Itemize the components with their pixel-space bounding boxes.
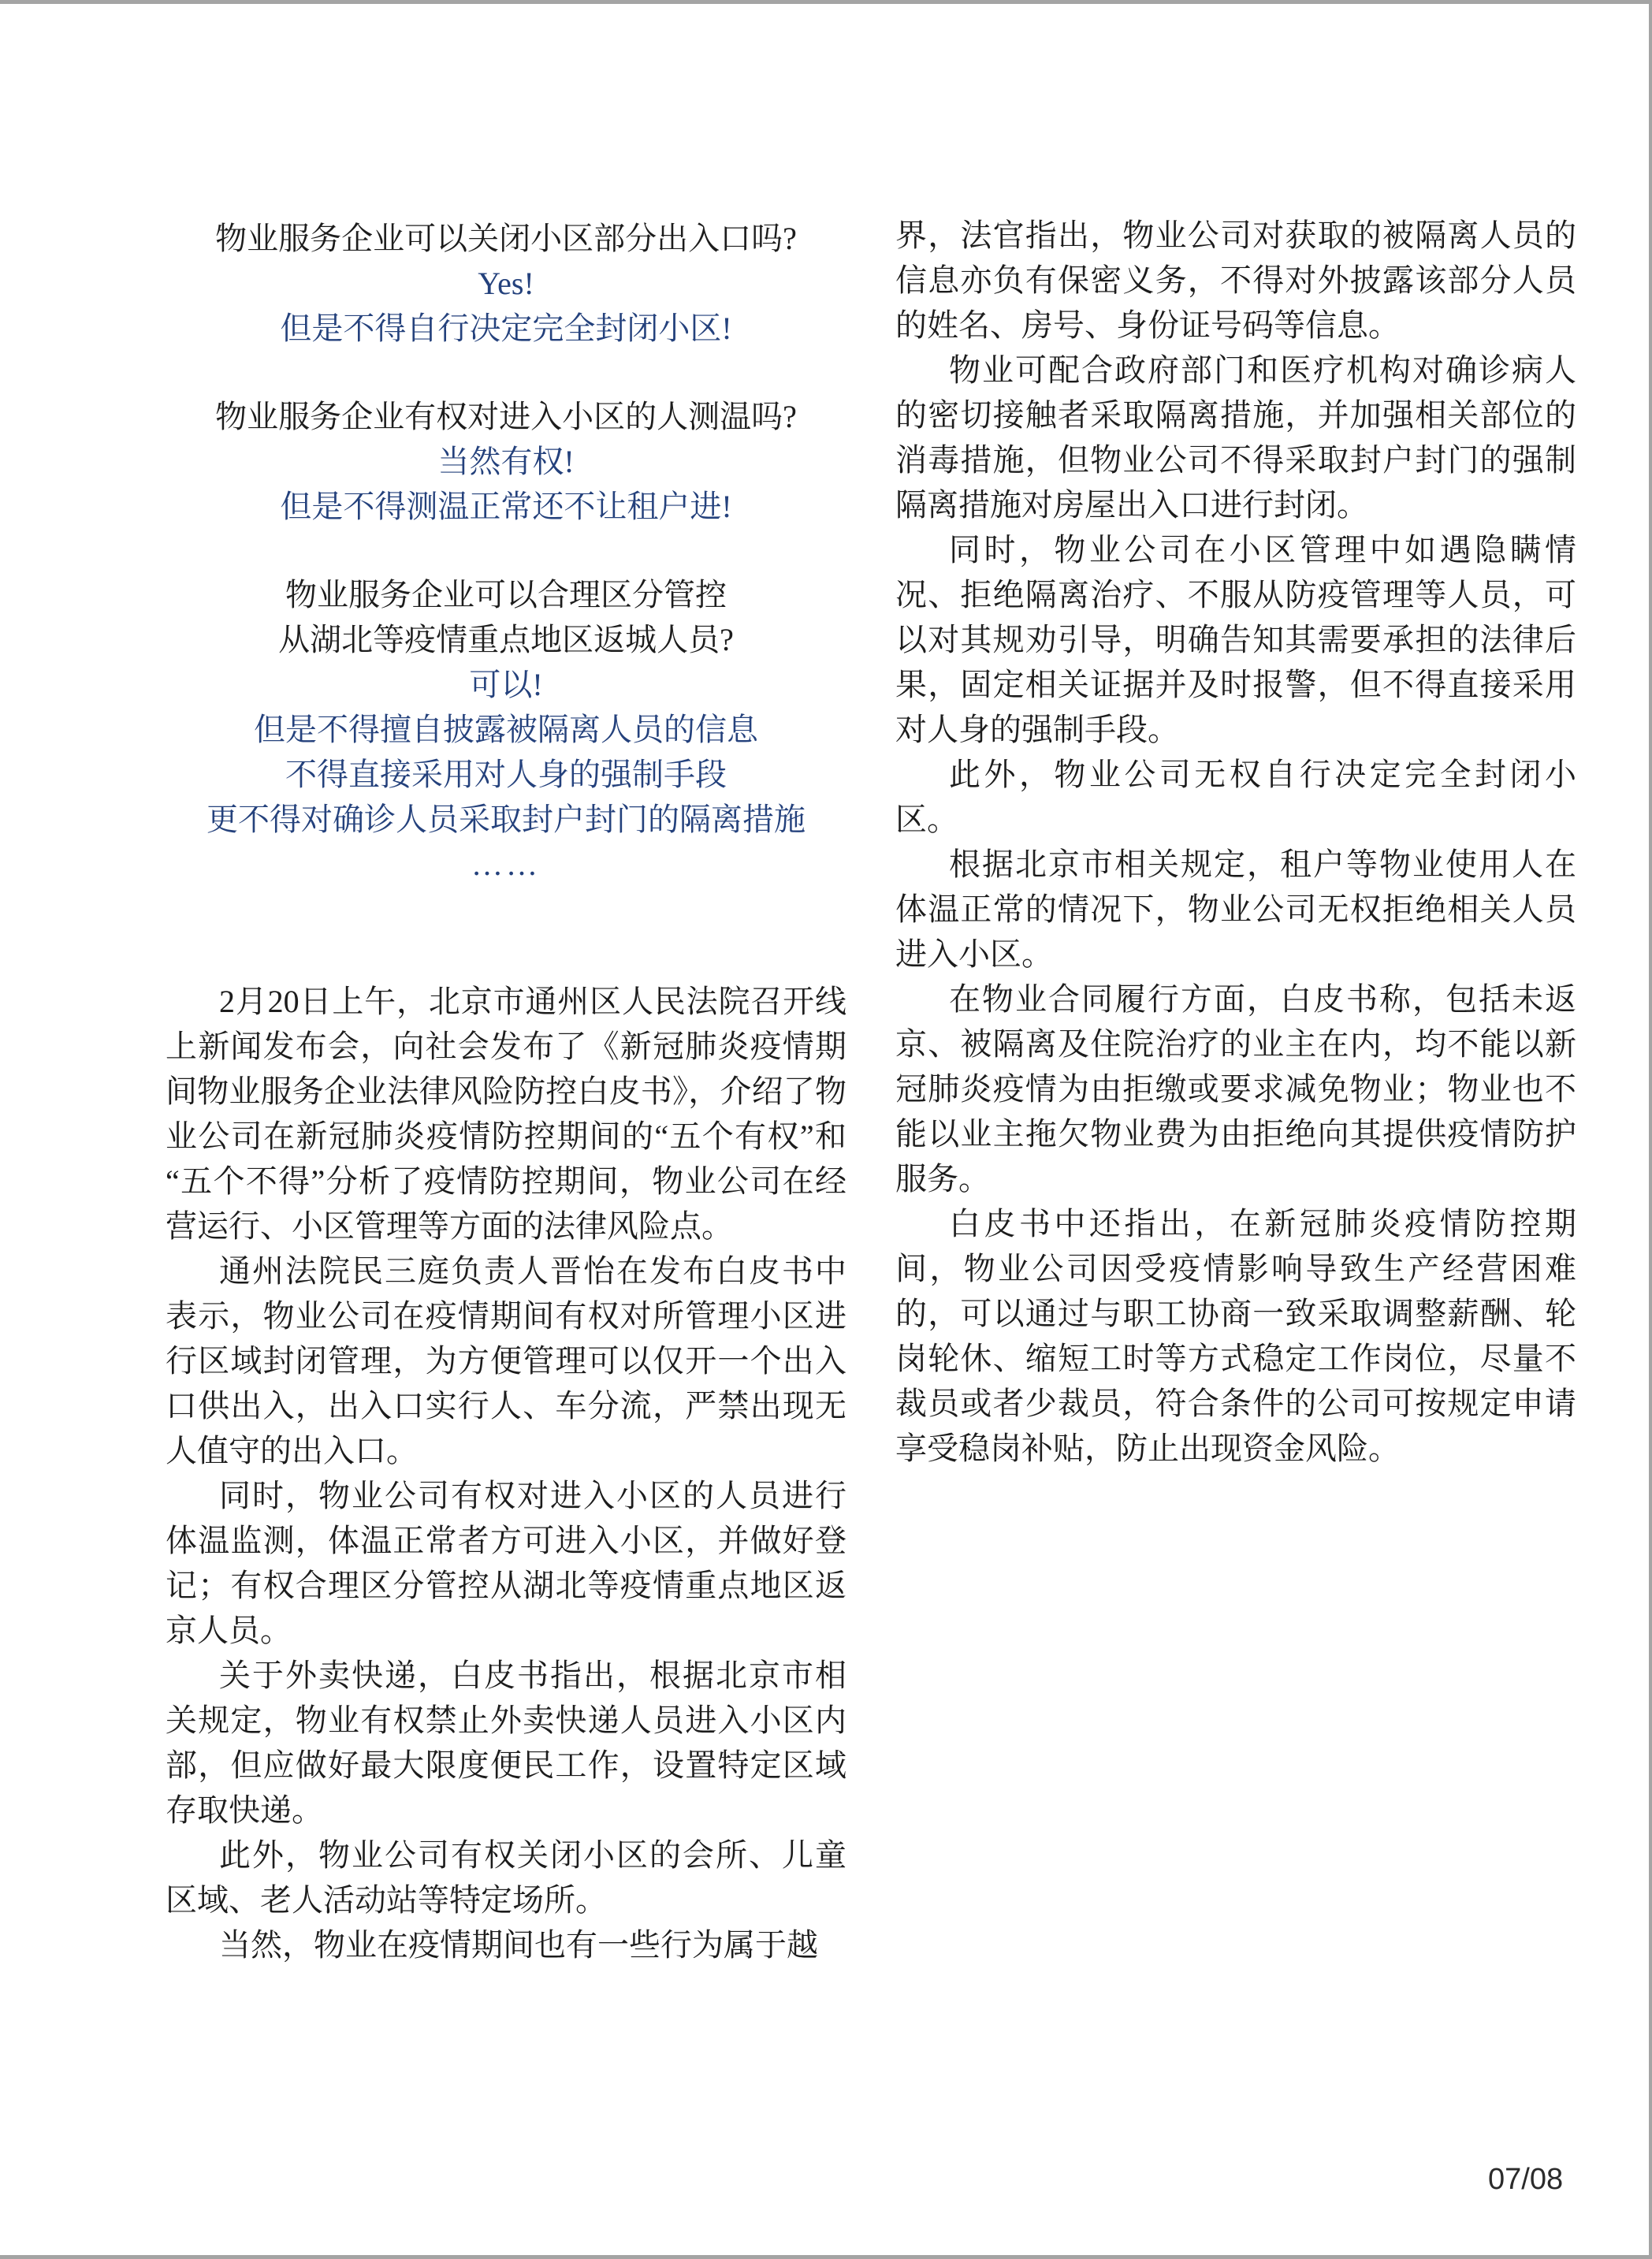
qa-question-line: 从湖北等疫情重点地区返城人员? — [278, 622, 734, 657]
qa-answer-line: 但是不得自行决定完全封闭小区! — [280, 311, 732, 346]
page-edge-right — [1649, 0, 1652, 2259]
qa-ellipsis: …… — [471, 847, 541, 882]
body-paragraph: 同时，物业公司有权对进入小区的人员进行体温监测，体温正常者方可进入小区，并做好登记；有权合理区分管控从湖北等疫情重点地区返京人员。 — [166, 1478, 846, 1648]
qa-question-line: 物业服务企业可以关闭小区部分出入口吗? — [215, 221, 797, 256]
qa-block — [166, 216, 846, 351]
left-column — [166, 979, 846, 1967]
body-paragraph: 此外，物业公司无权自行决定完全封闭小区。 — [895, 757, 1576, 837]
page-number: 07/08 — [1488, 2163, 1564, 2196]
qa-question-line: 物业服务企业可以合理区分管控 — [285, 577, 727, 612]
body-paragraph: 同时，物业公司在小区管理中如遇隐瞒情况、拒绝隔离治疗、不服从防疫管理等人员，可以对其规劝引导，明确告知其需要承担的法律后果，固定相关证据并及时报警，但不得直接采用对人身的强制手段。 — [895, 532, 1576, 747]
body-paragraph: 2月20日上午，北京市通州区人民法院召开线上新闻发布会，向社会发布了《新冠肺炎疫情期间物业服务企业法律风险防控白皮书》，介绍了物业公司在新冠肺炎疫情防控期间的“五个有权”和“五个不得”分析了疫情防控期间，物业公司在经营运行、小区管理等方面的法律风险点。 — [166, 984, 846, 1244]
body-paragraph: 物业可配合政府部门和医疗机构对确诊病人的密切接触者采取隔离措施，并加强相关部位的消毒措施，但物业公司不得采取封户封门的强制隔离措施对房屋出入口进行封闭。 — [895, 352, 1576, 523]
page-edge-bottom — [0, 2255, 1652, 2259]
qa-answer-line: 当然有权! — [437, 444, 575, 479]
qa-block — [166, 394, 846, 529]
qa-answer-line: 不得直接采用对人身的强制手段 — [285, 757, 727, 792]
body-paragraph: 白皮书中还指出，在新冠肺炎疫情防控期间，物业公司因受疫情影响导致生产经营困难的，可以通过与职工协商一致采取调整薪酬、轮岗轮休、缩短工时等方式稳定工作岗位，尽量不裁员或者少裁员，符合条件的公司可按规定申请享受稳岗补贴，防止出现资金风险。 — [895, 1206, 1576, 1466]
body-paragraph: 关于外卖快递，白皮书指出，根据北京市相关规定，物业有权禁止外卖快递人员进入小区内部，但应做好最大限度便民工作，设置特定区域存取快递。 — [166, 1658, 846, 1828]
page-edge-top — [0, 0, 1652, 4]
qa-section — [166, 216, 846, 930]
body-paragraph: 根据北京市相关规定，租户等物业使用人在体温正常的情况下，物业公司无权拒绝相关人员进入小区。 — [895, 847, 1576, 972]
qa-question-line: 物业服务企业有权对进入小区的人测温吗? — [215, 399, 797, 434]
right-column — [895, 213, 1576, 1471]
qa-answer-line: 可以! — [469, 667, 543, 702]
body-paragraph: 通州法院民三庭负责人晋怡在发布白皮书中表示，物业公司在疫情期间有权对所管理小区进行区域封闭管理，为方便管理可以仅开一个出入口供出入，出入口实行人、车分流，严禁出现无人值守的出入口。 — [166, 1253, 846, 1468]
body-paragraph: 当然，物业在疫情期间也有一些行为属于越 — [219, 1927, 818, 1963]
qa-answer-line: 更不得对确诊人员采取封户封门的隔离措施 — [206, 802, 806, 837]
body-paragraph: 在物业合同履行方面，白皮书称，包括未返京、被隔离及住院治疗的业主在内，均不能以新冠肺炎疫情为由拒缴或要求减免物业；物业也不能以业主拖欠物业费为由拒绝向其提供疫情防护服务。 — [895, 981, 1576, 1196]
body-paragraph: 界，法官指出，物业公司对获取的被隔离人员的信息亦负有保密义务，不得对外披露该部分人员的姓名、房号、身份证号码等信息。 — [895, 218, 1576, 343]
qa-answer-line: 但是不得测温正常还不让租户进! — [280, 489, 732, 524]
body-paragraph: 此外，物业公司有权关闭小区的会所、儿童区域、老人活动站等特定场所。 — [166, 1837, 846, 1918]
qa-block — [166, 572, 846, 887]
qa-answer-line: 但是不得擅自披露被隔离人员的信息 — [254, 712, 758, 747]
qa-answer-line: Yes! — [478, 266, 534, 301]
